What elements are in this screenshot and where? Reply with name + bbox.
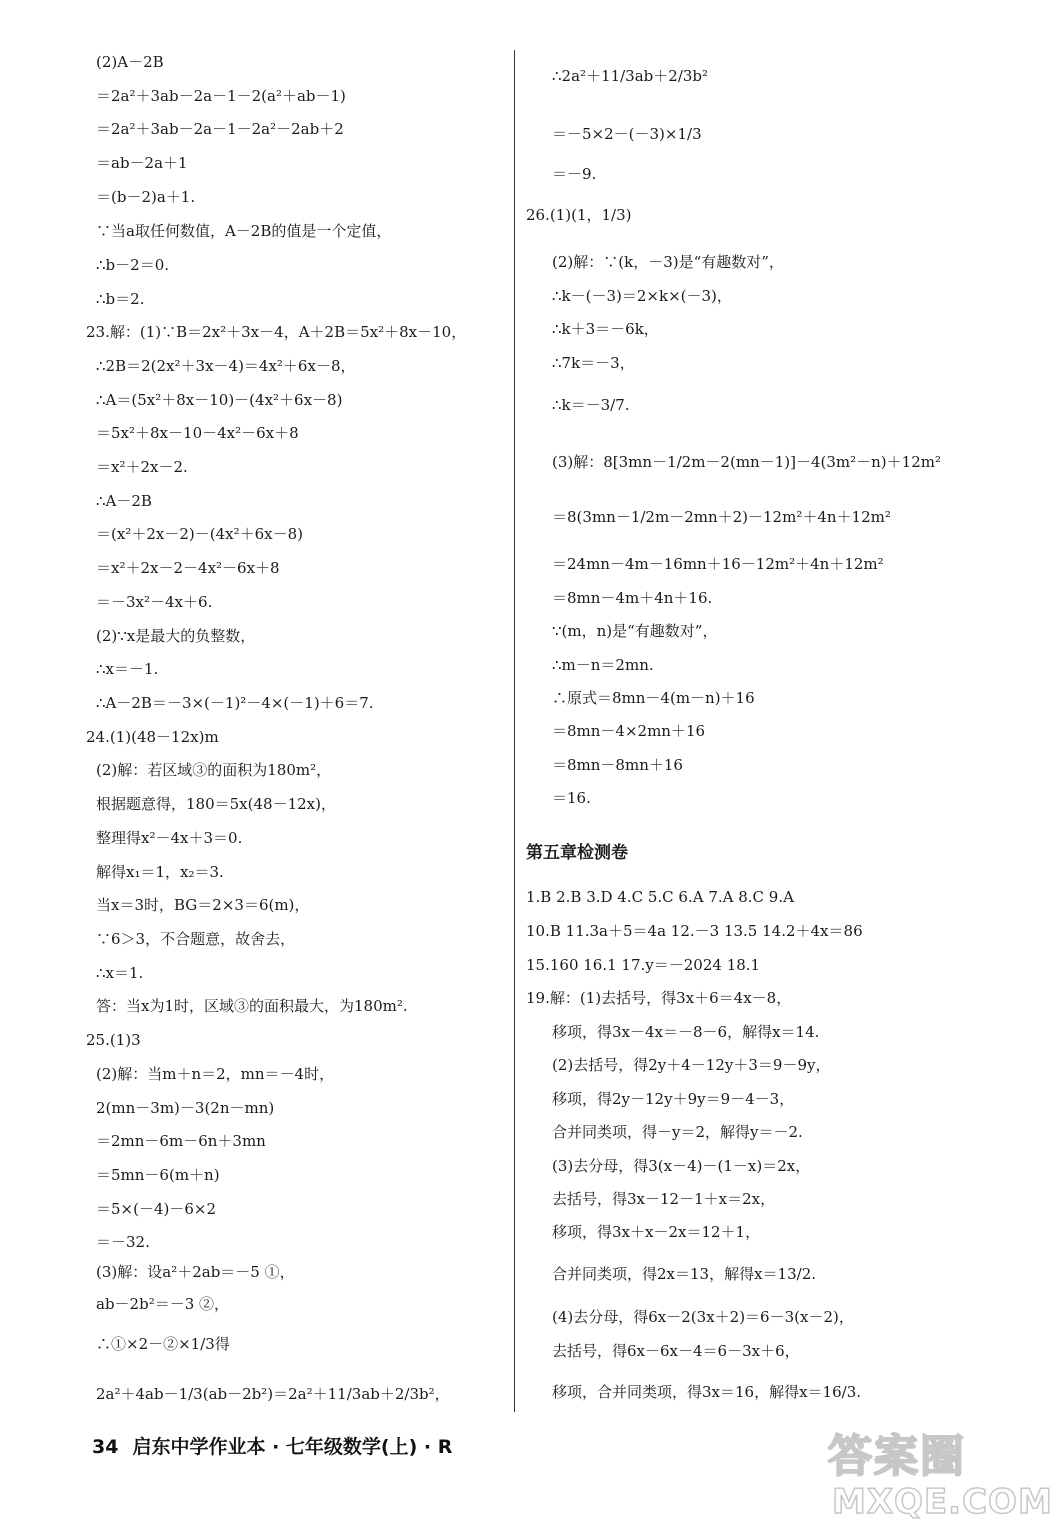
solution-line: ＝8mn－8mn＋16 xyxy=(552,756,683,774)
solution-line: ＝x²＋2x－2. xyxy=(96,458,188,476)
solution-line: ＝－9. xyxy=(552,165,597,183)
solution-line: 移项，得3x－4x＝－8－6，解得x＝14. xyxy=(552,1023,820,1041)
solution-line: ＝2mn－6m－6n＋3mn xyxy=(96,1132,266,1150)
solution-line: 2a²＋4ab－1/3(ab－2b²)＝2a²＋11/3ab＋2/3b²， xyxy=(96,1385,450,1403)
solution-line: ＝ab－2a＋1 xyxy=(96,154,188,172)
solution-line: 2(mn－3m)－3(2n－mn) xyxy=(96,1099,275,1117)
solution-line: ＝5x²＋8x－10－4x²－6x＋8 xyxy=(96,424,299,442)
solution-line: ∴k＝－3/7. xyxy=(552,396,630,414)
solution-line: ∴k－(－3)＝2×k×(－3)， xyxy=(552,287,732,305)
solution-line: (2)解：当m＋n＝2，mn＝－4时， xyxy=(96,1065,335,1083)
solution-line: 根据题意得，180＝5x(48－12x)， xyxy=(96,795,336,813)
solution-line: 答：当x为1时，区域③的面积最大，为180m². xyxy=(96,997,408,1015)
solution-line: ∴2a²＋11/3ab＋2/3b² xyxy=(552,67,709,85)
page-footer xyxy=(92,1432,452,1459)
solution-line: 25.(1)3 xyxy=(86,1031,141,1049)
solution-line: 移项，得2y－12y＋9y＝9－4－3， xyxy=(552,1090,795,1108)
solution-line: ∴①×2－②×1/3得 xyxy=(96,1335,230,1353)
solution-line: ∴7k＝－3， xyxy=(552,354,635,372)
solution-line: (3)解：设a²＋2ab＝－5 ①， xyxy=(96,1263,295,1281)
watermark-text-top: 答案圈 xyxy=(828,1431,966,1482)
solution-line: ∵6＞3，不合题意，故舍去， xyxy=(96,930,296,948)
solution-line: ＝8mn－4m＋4n＋16. xyxy=(552,589,713,607)
solution-line: ＝(x²＋2x－2)－(4x²＋6x－8) xyxy=(96,525,303,543)
solution-line: (2)A－2B xyxy=(96,53,164,71)
solution-line: ＝－32. xyxy=(96,1233,150,1251)
solution-line: ∴A＝(5x²＋8x－10)－(4x²＋6x－8) xyxy=(96,391,343,409)
solution-line: ＝5mn－6(m＋n) xyxy=(96,1166,220,1184)
solution-line: 解得x₁＝1，x₂＝3. xyxy=(96,863,224,881)
solution-line: 移项，合并同类项，得3x＝16，解得x＝16/3. xyxy=(552,1383,862,1401)
solution-line: 去括号，得3x－12－1＋x＝2x， xyxy=(552,1190,776,1208)
solution-line: 24.(1)(48－12x)m xyxy=(86,728,219,746)
solution-line: ∴b＝2. xyxy=(96,290,145,308)
solution-line: 26.(1)(1，1/3) xyxy=(526,206,632,224)
solution-line: 合并同类项，得2x＝13，解得x＝13/2. xyxy=(552,1265,817,1283)
solution-line: (2)去括号，得2y＋4－12y＋3＝9－9y， xyxy=(552,1056,831,1074)
solution-line: (3)解：8[3mn－1/2m－2(mn－1)]－4(3m²－n)＋12m² xyxy=(552,453,941,471)
solution-line: ∵当a取任何数值，A－2B的值是一个定值， xyxy=(96,222,392,240)
solution-line: ＝16. xyxy=(552,789,591,807)
solution-line: ＝5×(－4)－6×2 xyxy=(96,1200,217,1218)
solution-line: 当x＝3时，BG＝2×3＝6(m)， xyxy=(96,896,310,914)
solution-line: ∴x＝－1. xyxy=(96,660,159,678)
solution-line: (2)解：∵(k，－3)是“有趣数对”， xyxy=(552,253,784,271)
solution-line: (4)去分母，得6x－2(3x＋2)＝6－3(x－2)， xyxy=(552,1308,854,1326)
solution-line: 10.B 11.3a＋5＝4a 12.－3 13.5 14.2＋4x＝86 xyxy=(526,922,863,940)
solution-line: ab－2b²＝－3 ②， xyxy=(96,1295,230,1313)
solution-line: ＝2a²＋3ab－2a－1－2a²－2ab＋2 xyxy=(96,120,344,138)
solution-line: 15.160 16.1 17.y＝－2024 18.1 xyxy=(526,956,761,974)
solution-line: 去括号，得6x－6x－4＝6－3x＋6， xyxy=(552,1342,800,1360)
solution-line: ∴2B＝2(2x²＋3x－4)＝4x²＋6x－8， xyxy=(96,357,356,375)
watermark-text-bottom: MXQE.COM xyxy=(832,1482,1053,1522)
solution-line: 19.解：(1)去括号，得3x＋6＝4x－8， xyxy=(526,989,792,1007)
page-number: 34 xyxy=(92,1436,119,1458)
solution-line: (2)∵x是最大的负整数， xyxy=(96,627,256,645)
solution-line: (3)去分母，得3(x－4)－(1－x)＝2x， xyxy=(552,1157,811,1175)
solution-line: ∴x＝1. xyxy=(96,964,144,982)
solution-line: 23.解：(1)∵B＝2x²＋3x－4，A＋2B＝5x²＋8x－10， xyxy=(86,323,467,341)
solution-line: 合并同类项，得－y＝2，解得y＝－2. xyxy=(552,1123,803,1141)
solution-line: ＝24mn－4m－16mn＋16－12m²＋4n＋12m² xyxy=(552,555,884,573)
solution-line: ∴原式＝8mn－4(m－n)＋16 xyxy=(552,689,755,707)
solution-line: 整理得x²－4x＋3＝0. xyxy=(96,829,243,847)
solution-line: ∴m－n＝2mn. xyxy=(552,656,654,674)
solution-line: ∴k＋3＝－6k， xyxy=(552,320,659,338)
solution-line: ＝2a²＋3ab－2a－1－2(a²＋ab－1) xyxy=(96,87,346,105)
book-title: 启东中学作业本 · 七年级数学(上) · R xyxy=(132,1436,453,1458)
solution-line: ＝－3x²－4x＋6. xyxy=(96,593,213,611)
solution-line: ＝8mn－4×2mn＋16 xyxy=(552,722,706,740)
solution-line: ＝－5×2－(－3)×1/3 xyxy=(552,125,702,143)
solution-line: ＝(b－2)a＋1. xyxy=(96,188,196,206)
solution-line: (2)解：若区域③的面积为180m²， xyxy=(96,761,332,779)
solution-line: ＝x²＋2x－2－4x²－6x＋8 xyxy=(96,559,280,577)
solution-line: ∴A－2B＝－3×(－1)²－4×(－1)＋6＝7. xyxy=(96,694,374,712)
solution-line: ∴b－2＝0. xyxy=(96,256,170,274)
watermark-logo xyxy=(828,1420,1053,1530)
solution-line: ∵(m，n)是“有趣数对”， xyxy=(552,622,718,640)
solution-line: 1.B 2.B 3.D 4.C 5.C 6.A 7.A 8.C 9.A xyxy=(526,888,794,906)
solution-line: ＝8(3mn－1/2m－2mn＋2)－12m²＋4n＋12m² xyxy=(552,508,891,526)
column-divider xyxy=(514,50,515,1412)
solution-line: 移项，得3x＋x－2x＝12＋1， xyxy=(552,1223,761,1241)
solution-line: ∴A－2B xyxy=(96,492,152,510)
chapter-heading: 第五章检测卷 xyxy=(526,843,628,863)
